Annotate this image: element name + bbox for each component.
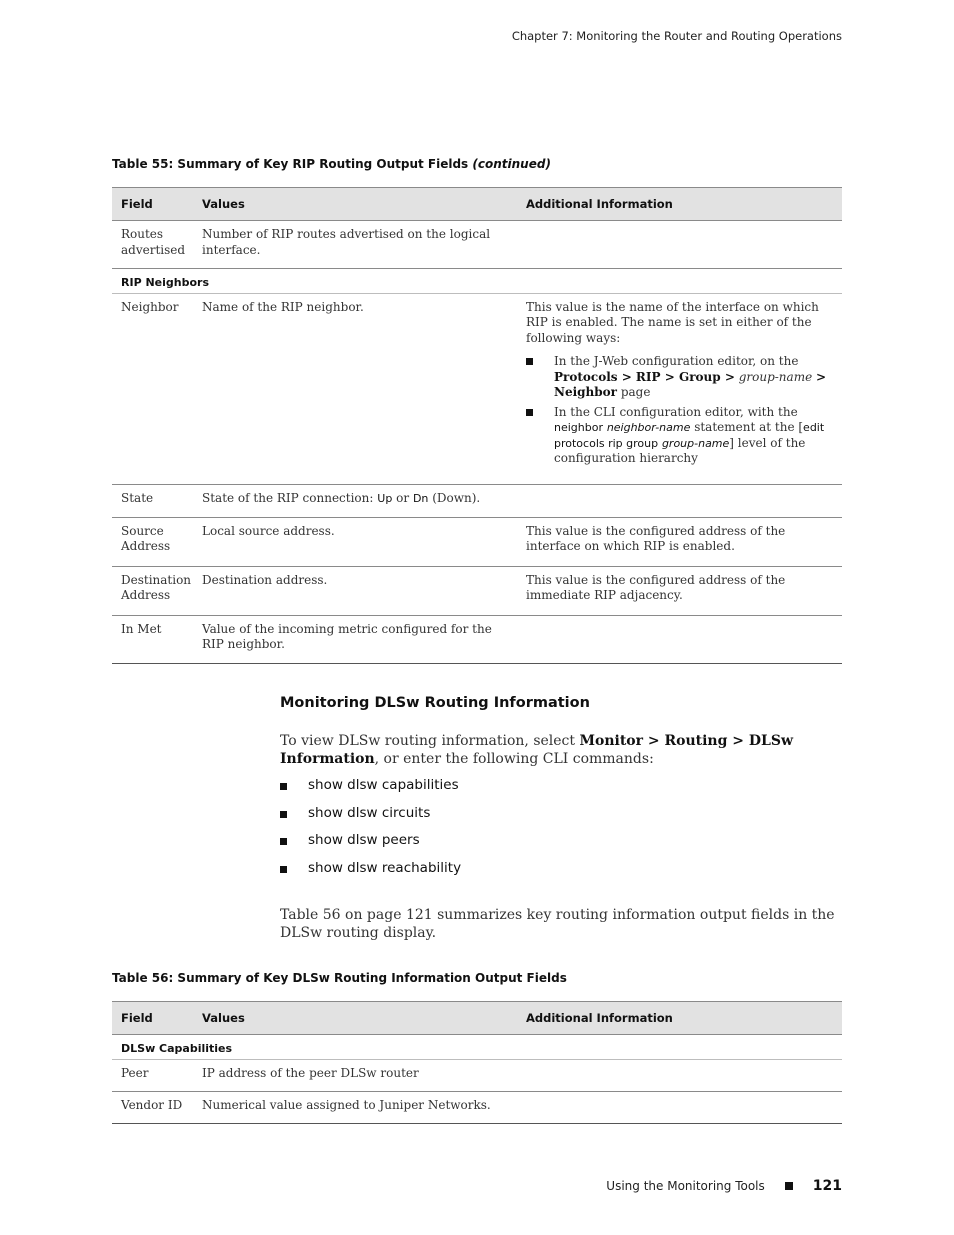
table-row [112, 1091, 842, 1123]
list-item [280, 832, 461, 860]
list-item: In the CLI configuration editor, with the neighbor neighbor-name statement at the [edit protocols rip group group-name] level of the configuration hierarchy [526, 405, 833, 467]
col-header-info: Additional Information [517, 1002, 842, 1035]
list-item [280, 777, 461, 805]
section-label: RIP Neighbors [112, 269, 842, 294]
section-label: DLSw Capabilities [112, 1035, 842, 1060]
cell-values: Number of RIP routes advertised on the logical interface. [193, 221, 517, 269]
table55-header-row [112, 188, 842, 221]
bullet-square-icon [280, 783, 287, 790]
cli-command-list [280, 777, 461, 888]
cell-info: This value is the configured address of the immediate RIP adjacency. [517, 566, 842, 615]
cell-info: This value is the configured address of the interface on which RIP is enabled. [517, 517, 842, 566]
intro-paragraph: To view DLSw routing information, select Monitor > Routing > DLSw Information, or enter the following CLI commands: [280, 733, 794, 767]
page-footer [606, 1178, 842, 1194]
cell-field: Vendor ID [112, 1091, 193, 1123]
table55-caption-text: Table 55: Summary of Key RIP Routing Output Fields [112, 157, 469, 171]
table56-caption: Table 56: Summary of Key DLSw Routing Information Output Fields [112, 971, 567, 985]
cli-command: show dlsw capabilities [308, 777, 459, 793]
cell-field: Source Address [112, 517, 193, 566]
cell-field: Peer [112, 1059, 193, 1091]
bullet-square-icon [280, 866, 287, 873]
cell-info [517, 484, 842, 517]
cell-info [517, 293, 842, 484]
cell-info [517, 1091, 842, 1123]
col-header-values: Values [193, 1002, 517, 1035]
list-item: In the J-Web configuration editor, on the Protocols > RIP > Group > group-name > Neighbor page [526, 354, 833, 401]
cli-command: show dlsw circuits [308, 804, 431, 821]
cell-values: Value of the incoming metric configured for the RIP neighbor. [193, 615, 517, 663]
cell-values: Local source address. [193, 517, 517, 566]
page-number: 121 [812, 1178, 842, 1194]
cell-values: Destination address. [193, 566, 517, 615]
section-heading: Monitoring DLSw Routing Information [280, 695, 590, 711]
cli-command: show dlsw peers [308, 832, 420, 849]
list-item [280, 805, 461, 833]
cell-values: Numerical value assigned to Juniper Networks. [193, 1091, 517, 1123]
cell-field: Neighbor [112, 293, 193, 484]
summary-paragraph: Table 56 on page 121 summarizes key routing information output fields in the DLSw routing display. [280, 907, 835, 941]
table-row [112, 484, 842, 517]
info-intro: This value is the name of the interface on which RIP is enabled. The name is set in either of the following ways: [526, 299, 819, 345]
list-item [280, 860, 461, 888]
table-row [112, 1059, 842, 1091]
cell-values: State of the RIP connection: Up or Dn (Down). [193, 484, 517, 517]
info-bullet-list [526, 354, 833, 467]
cell-values: Name of the RIP neighbor. [193, 293, 517, 484]
bullet-square-icon [526, 358, 533, 365]
table-row [112, 566, 842, 615]
table-row [112, 221, 842, 269]
table55-caption [112, 157, 551, 171]
table56-header-row [112, 1002, 842, 1035]
footer-label: Using the Monitoring Tools [606, 1179, 765, 1193]
cell-values: IP address of the peer DLSw router [193, 1059, 517, 1091]
cell-field: State [112, 484, 193, 517]
col-header-field: Field [112, 1002, 193, 1035]
table55 [112, 187, 842, 664]
menu-path: Monitor > Routing > DLSw Information [280, 733, 794, 767]
bullet-square-icon [280, 838, 287, 845]
col-header-values: Values [193, 188, 517, 221]
table-row [112, 293, 842, 484]
section-row [112, 269, 842, 294]
table55-caption-suffix: (continued) [472, 157, 551, 171]
bullet-square-icon [280, 811, 287, 818]
col-header-info: Additional Information [517, 188, 842, 221]
table-row [112, 517, 842, 566]
cell-info [517, 615, 842, 663]
cell-field: Routes advertised [112, 221, 193, 269]
section-row [112, 1035, 842, 1060]
bullet-square-icon [526, 409, 533, 416]
cell-info [517, 221, 842, 269]
footer-square-icon [785, 1182, 793, 1190]
cell-field: In Met [112, 615, 193, 663]
table-row [112, 615, 842, 663]
cell-info [517, 1059, 842, 1091]
running-header: Chapter 7: Monitoring the Router and Routing Operations [511, 29, 842, 43]
table56 [112, 1001, 842, 1124]
col-header-field: Field [112, 188, 193, 221]
cli-command: show dlsw reachability [308, 860, 462, 877]
cell-field: Destination Address [112, 566, 193, 615]
